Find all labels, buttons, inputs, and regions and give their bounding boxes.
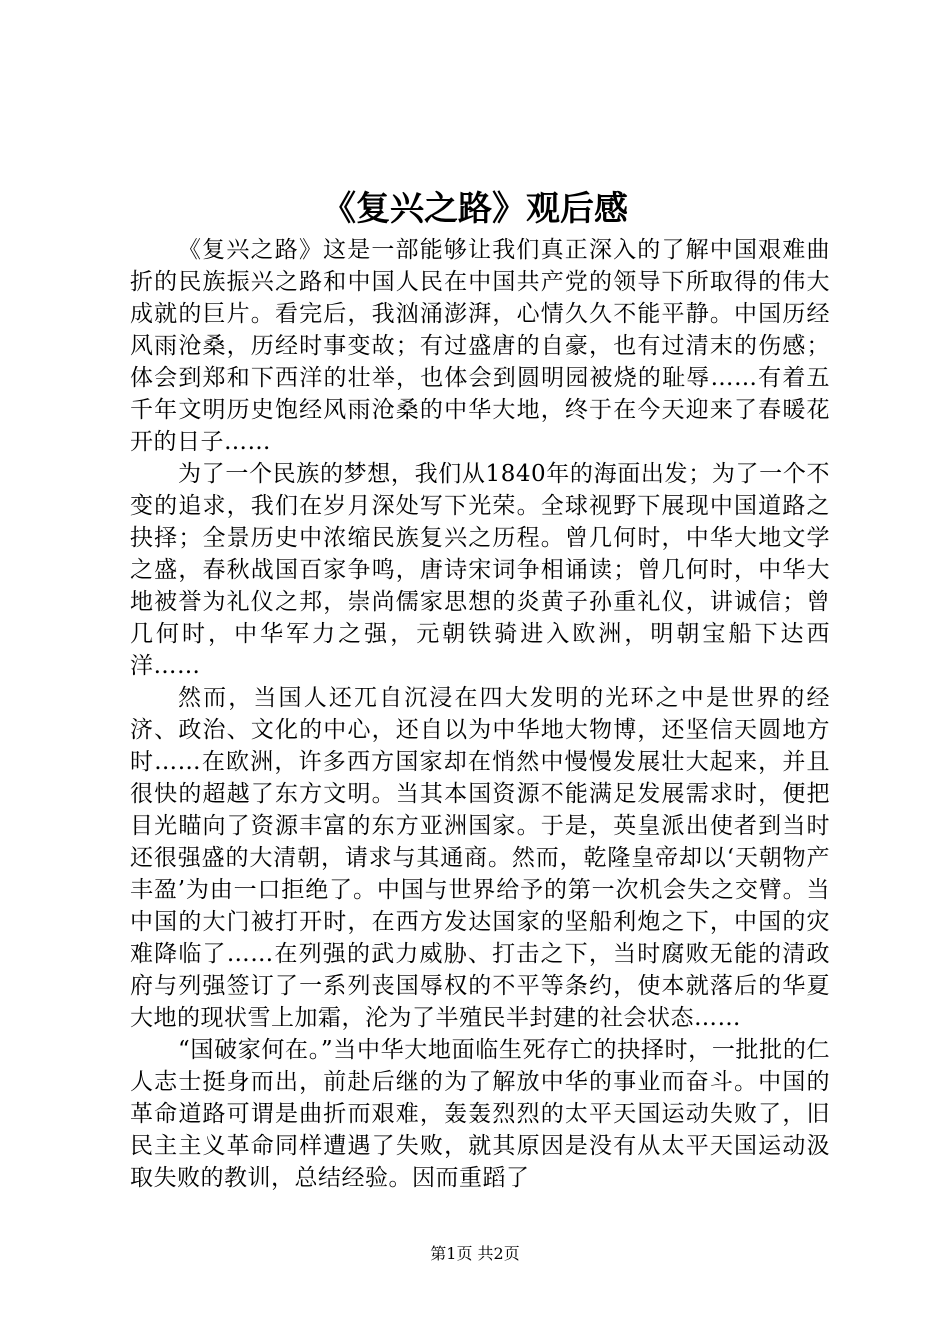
page-number-indicator: 第1页 共2页	[430, 1244, 520, 1263]
page-footer	[0, 1243, 950, 1265]
document-title: 《复兴之路》观后感	[322, 189, 628, 229]
paragraph-4: “国破家何在。”当中华大地面临生死存亡的抉择时，一批批的仁人志士挺身而出，前赴后继的为了解放中华的事业而奋斗。中国的革命道路可谓是曲折而艰难，轰轰烈烈的太平天国运动失败了，旧民主主义革命同样遭遇了失败，就其原因是没有从太平天国运动汲取失败的教训，总结经验。因而重蹈了	[130, 1037, 830, 1191]
paragraph-1: 《复兴之路》这是一部能够让我们真正深入的了解中国艰难曲折的民族振兴之路和中国人民在中国共产党的领导下所取得的伟大成就的巨片。看完后，我汹涌澎湃，心情久久不能平静。中国历经风雨沧桑，历经时事变故；有过盛唐的自豪，也有过清末的伤感；体会到郑和下西洋的壮举，也体会到圆明园被烧的耻辱……有着五千年文明历史饱经风雨沧桑的中华大地，终于在今天迎来了春暖花开的日子……	[130, 237, 830, 455]
paragraph-2: 为了一个民族的梦想，我们从1840年的海面出发；为了一个不变的追求，我们在岁月深处写下光荣。全球视野下展现中国道路之抉择；全景历史中浓缩民族复兴之历程。曾几何时，中华大地文学之盛，春秋战国百家争鸣，唐诗宋词争相诵读；曾几何时，中华大地被誉为礼仪之邦，崇尚儒家思想的炎黄子孙重礼仪，讲诚信；曾几何时，中华军力之强，元朝铁骑进入欧洲，明朝宝船下达西洋……	[130, 461, 830, 679]
paragraph-3: 然而，当国人还兀自沉浸在四大发明的光环之中是世界的经济、政治、文化的中心，还自以为中华地大物博，还坚信天圆地方时……在欧洲，许多西方国家却在悄然中慢慢发展壮大起来，并且很快的超越了东方文明。当其本国资源不能满足发展需求时，便把目光瞄向了资源丰富的东方亚洲国家。于是，英皇派出使者到当时还很强盛的大清朝，请求与其通商。然而，乾隆皇帝却以‘天朝物产丰盈’为由一口拒绝了。中国与世界给予的第一次机会失之交臂。当中国的大门被打开时，在西方发达国家的坚船利炮之下，中国的灾难降临了……在列强的武力威胁、打击之下，当时腐败无能的清政府与列强签订了一系列丧国辱权的不平等条约，使本就落后的华夏大地的现状雪上加霜，沦为了半殖民半封建的社会状态……	[130, 685, 830, 1031]
document-body	[130, 234, 830, 1194]
